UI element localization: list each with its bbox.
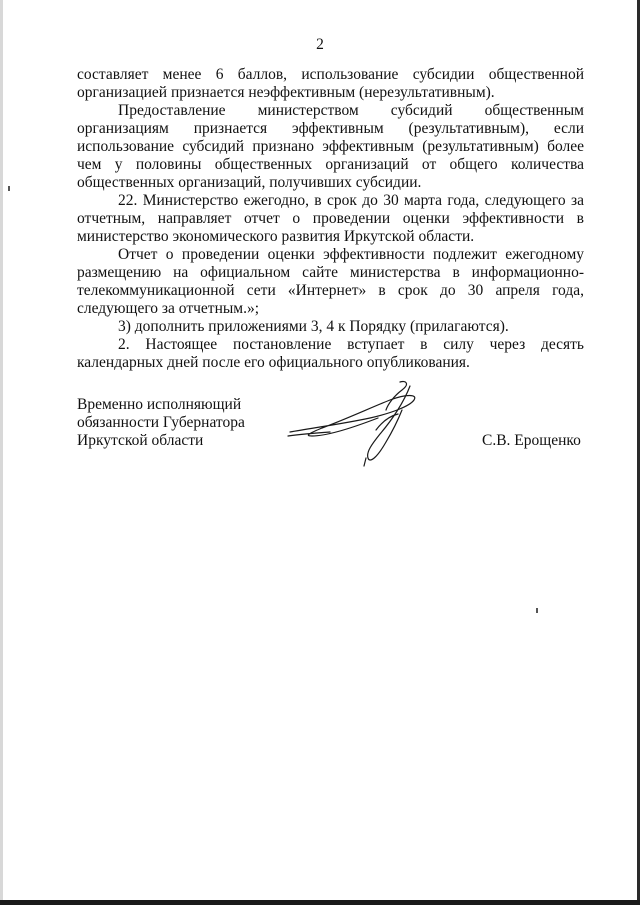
paragraph-continuation: составляет менее 6 баллов, использование субсидии общественной организацией признается неэффективным (нерезультативным). bbox=[77, 66, 584, 101]
paragraph-efficiency-criteria: Предоставление министерством субсидий общественным организациям признается эффективным (результативным), если использование субсидий признано эффективным (результативным) более чем у половины общественных организаций от общего количества общественных организаций, получивших субсидии. bbox=[77, 102, 584, 191]
document-body bbox=[77, 66, 584, 372]
signatory-position bbox=[77, 396, 245, 450]
scan-speck bbox=[536, 608, 538, 613]
signatory-position-line: Иркутской области bbox=[77, 432, 204, 449]
paragraph-22-report-deadline: 22. Министерство ежегодно, в срок до 30 марта года, следующего за отчетным, направляет отчет о проведении оценки эффективности в министерство экономического развития Иркутской области. bbox=[77, 192, 584, 245]
page-number: 2 bbox=[316, 36, 324, 53]
scan-edge-bottom bbox=[0, 900, 640, 905]
paragraph-entry-into-force: 2. Настоящее постановление вступает в силу через десять календарных дней после его официального опубликования. bbox=[77, 336, 584, 371]
scan-edge-left bbox=[0, 0, 3, 905]
paragraph-appendices: 3) дополнить приложениями 3, 4 к Порядку (прилагаются). bbox=[118, 318, 509, 335]
handwritten-signature bbox=[282, 376, 432, 472]
signatory-name: С.В. Ерощенко bbox=[482, 432, 581, 449]
signatory-position-line: Временно исполняющий bbox=[77, 396, 242, 413]
paragraph-report-publication: Отчет о проведении оценки эффективности подлежит ежегодному размещению на официальном сайте министерства в информационно-телекоммуникационной сети «Интернет» в срок до 30 апреля года, следующего за отчетным.»; bbox=[77, 246, 584, 317]
scan-speck bbox=[8, 186, 10, 191]
signatory-position-line: обязанности Губернатора bbox=[77, 414, 245, 431]
